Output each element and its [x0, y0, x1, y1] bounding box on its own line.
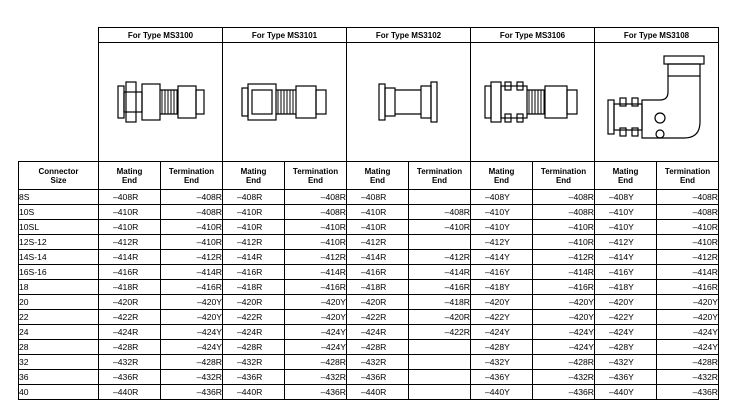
- table-body: [19, 190, 719, 400]
- termination-end-cell: –408R: [657, 205, 719, 220]
- mating-end-cell: –440R: [223, 385, 285, 400]
- table-row: [19, 250, 719, 265]
- termination-end-cell: [409, 355, 471, 370]
- type-header: For Type MS3108: [595, 28, 719, 43]
- column-header-row: [19, 162, 719, 190]
- type-header-row: [19, 28, 719, 43]
- termination-end-cell: –424Y: [161, 340, 223, 355]
- connector-size-cell: 36: [19, 370, 99, 385]
- corner-blank: [19, 28, 99, 43]
- termination-end-cell: –424Y: [285, 340, 347, 355]
- termination-end-cell: –408R: [161, 190, 223, 205]
- termination-end-cell: –418R: [409, 295, 471, 310]
- mating-end-cell: –414R: [223, 250, 285, 265]
- type-header: For Type MS3106: [471, 28, 595, 43]
- termination-end-cell: [409, 190, 471, 205]
- termination-end-header: Termination End: [533, 162, 595, 190]
- termination-end-cell: –428R: [161, 355, 223, 370]
- mating-end-cell: –410Y: [595, 205, 657, 220]
- connector-size-cell: 10SL: [19, 220, 99, 235]
- receptacle-icon: [373, 72, 445, 132]
- table-row: [19, 370, 719, 385]
- termination-end-cell: –414R: [533, 265, 595, 280]
- mating-end-cell: –436R: [99, 370, 161, 385]
- termination-end-cell: –420Y: [533, 310, 595, 325]
- termination-end-header: Termination End: [409, 162, 471, 190]
- termination-end-cell: –408R: [533, 205, 595, 220]
- mating-end-cell: –420Y: [595, 295, 657, 310]
- table-row: [19, 205, 719, 220]
- clamp-plug-icon: [481, 72, 585, 132]
- mating-end-cell: –422R: [99, 310, 161, 325]
- termination-end-header: Termination End: [161, 162, 223, 190]
- termination-end-cell: –424Y: [657, 325, 719, 340]
- mating-end-cell: –412Y: [595, 235, 657, 250]
- connector-size-cell: 16S-16: [19, 265, 99, 280]
- ms3102-illustration: [347, 43, 471, 162]
- termination-end-cell: [409, 385, 471, 400]
- connector-size-cell: 24: [19, 325, 99, 340]
- mating-end-cell: –436Y: [471, 370, 533, 385]
- mating-end-header: Mating End: [347, 162, 409, 190]
- connector-table: [18, 27, 719, 400]
- termination-end-cell: –416R: [409, 280, 471, 295]
- table-row: [19, 280, 719, 295]
- termination-end-cell: –410R: [533, 235, 595, 250]
- ms3106-illustration: [471, 43, 595, 162]
- table-row: [19, 220, 719, 235]
- ms3101-illustration: [223, 43, 347, 162]
- termination-end-cell: –428R: [657, 355, 719, 370]
- mating-end-header: Mating End: [595, 162, 657, 190]
- mating-end-cell: –424Y: [595, 325, 657, 340]
- mating-end-cell: –424Y: [471, 325, 533, 340]
- mating-end-cell: –410Y: [595, 220, 657, 235]
- termination-end-cell: –414R: [285, 265, 347, 280]
- mating-end-cell: –412R: [347, 235, 409, 250]
- termination-end-cell: –422R: [409, 325, 471, 340]
- mating-end-cell: –440R: [99, 385, 161, 400]
- mating-end-cell: –414R: [347, 250, 409, 265]
- termination-end-cell: –408R: [285, 190, 347, 205]
- mating-end-cell: –428R: [99, 340, 161, 355]
- mating-end-cell: –422Y: [471, 310, 533, 325]
- termination-end-cell: –412R: [533, 250, 595, 265]
- mating-end-cell: –410R: [223, 205, 285, 220]
- mating-end-cell: –440Y: [595, 385, 657, 400]
- termination-end-cell: –410R: [657, 220, 719, 235]
- termination-end-cell: –410R: [533, 220, 595, 235]
- table-row: [19, 190, 719, 205]
- mating-end-cell: –412R: [223, 235, 285, 250]
- termination-end-cell: [409, 340, 471, 355]
- termination-end-cell: –410R: [285, 220, 347, 235]
- termination-end-cell: –424Y: [161, 325, 223, 340]
- termination-end-cell: –420Y: [657, 295, 719, 310]
- termination-end-cell: –408R: [285, 205, 347, 220]
- table-row: [19, 340, 719, 355]
- mating-end-cell: –410R: [347, 220, 409, 235]
- mating-end-cell: –422R: [223, 310, 285, 325]
- connector-size-cell: 32: [19, 355, 99, 370]
- mating-end-cell: –418R: [223, 280, 285, 295]
- mating-end-cell: –408R: [99, 190, 161, 205]
- termination-end-cell: –432R: [657, 370, 719, 385]
- termination-end-cell: –414R: [161, 265, 223, 280]
- connector-size-cell: 10S: [19, 205, 99, 220]
- connector-size-cell: 28: [19, 340, 99, 355]
- mating-end-cell: –416Y: [471, 265, 533, 280]
- mating-end-cell: –432Y: [471, 355, 533, 370]
- connector-size-cell: 12S-12: [19, 235, 99, 250]
- mating-end-cell: –412R: [99, 235, 161, 250]
- mating-end-cell: –424R: [99, 325, 161, 340]
- termination-end-cell: –428R: [285, 355, 347, 370]
- termination-end-cell: –408R: [409, 205, 471, 220]
- connector-size-cell: 18: [19, 280, 99, 295]
- mating-end-cell: –416R: [347, 265, 409, 280]
- mating-end-cell: –420Y: [471, 295, 533, 310]
- mating-end-header: Mating End: [471, 162, 533, 190]
- mating-end-cell: –410R: [347, 205, 409, 220]
- mating-end-cell: –432Y: [595, 355, 657, 370]
- termination-end-cell: [409, 370, 471, 385]
- termination-end-cell: –432R: [285, 370, 347, 385]
- connector-size-cell: 20: [19, 295, 99, 310]
- mating-end-header: Mating End: [99, 162, 161, 190]
- mating-end-cell: –428R: [347, 340, 409, 355]
- mating-end-cell: –414Y: [471, 250, 533, 265]
- termination-end-cell: –410R: [161, 235, 223, 250]
- table-row: [19, 235, 719, 250]
- type-header: For Type MS3101: [223, 28, 347, 43]
- table-row: [19, 265, 719, 280]
- corner-blank: [19, 43, 99, 162]
- termination-end-cell: –420Y: [657, 310, 719, 325]
- termination-end-cell: –436R: [285, 385, 347, 400]
- mating-end-cell: –422Y: [595, 310, 657, 325]
- termination-end-cell: –420Y: [161, 310, 223, 325]
- termination-end-cell: –412R: [161, 250, 223, 265]
- ms3108-illustration: [595, 43, 719, 162]
- straight-plug-icon: [112, 72, 210, 132]
- mating-end-cell: –432R: [347, 355, 409, 370]
- mating-end-cell: –408Y: [471, 190, 533, 205]
- termination-end-cell: –420Y: [285, 295, 347, 310]
- ms3100-illustration: [99, 43, 223, 162]
- mating-end-cell: –440Y: [471, 385, 533, 400]
- termination-end-cell: –428R: [533, 355, 595, 370]
- mating-end-cell: –422R: [347, 310, 409, 325]
- mating-end-cell: –428R: [223, 340, 285, 355]
- mating-end-cell: –436R: [347, 370, 409, 385]
- connector-size-cell: 14S-14: [19, 250, 99, 265]
- mating-end-cell: –432R: [223, 355, 285, 370]
- type-header: For Type MS3102: [347, 28, 471, 43]
- termination-end-cell: –410R: [285, 235, 347, 250]
- mating-end-cell: –410Y: [471, 220, 533, 235]
- mating-end-cell: –410R: [99, 220, 161, 235]
- mating-end-cell: –436Y: [595, 370, 657, 385]
- termination-end-cell: –410R: [657, 235, 719, 250]
- termination-end-cell: [409, 235, 471, 250]
- mating-end-cell: –436R: [223, 370, 285, 385]
- termination-end-cell: –416R: [657, 280, 719, 295]
- termination-end-cell: –414R: [657, 265, 719, 280]
- termination-end-cell: –412R: [285, 250, 347, 265]
- table-row: [19, 385, 719, 400]
- elbow-plug-icon: [602, 52, 712, 152]
- mating-end-cell: –420R: [347, 295, 409, 310]
- mating-end-cell: –408R: [347, 190, 409, 205]
- termination-end-cell: –420Y: [161, 295, 223, 310]
- termination-end-cell: –410R: [161, 220, 223, 235]
- termination-end-cell: –416R: [161, 280, 223, 295]
- termination-end-cell: –424Y: [657, 340, 719, 355]
- termination-end-cell: –436R: [657, 385, 719, 400]
- termination-end-cell: –436R: [533, 385, 595, 400]
- termination-end-cell: –432R: [533, 370, 595, 385]
- termination-end-cell: –424Y: [533, 340, 595, 355]
- mating-end-cell: –410R: [223, 220, 285, 235]
- termination-end-cell: –408R: [533, 190, 595, 205]
- mating-end-cell: –418Y: [595, 280, 657, 295]
- mating-end-cell: –420R: [223, 295, 285, 310]
- termination-end-cell: –416R: [533, 280, 595, 295]
- termination-end-cell: –412R: [409, 250, 471, 265]
- termination-end-cell: –410R: [409, 220, 471, 235]
- mating-end-cell: –418Y: [471, 280, 533, 295]
- mating-end-cell: –432R: [99, 355, 161, 370]
- termination-end-cell: –424Y: [285, 325, 347, 340]
- mating-end-cell: –416Y: [595, 265, 657, 280]
- mating-end-cell: –414R: [99, 250, 161, 265]
- table-row: [19, 295, 719, 310]
- termination-end-cell: –436R: [161, 385, 223, 400]
- connector-size-cell: 22: [19, 310, 99, 325]
- termination-end-cell: –408R: [161, 205, 223, 220]
- mating-end-header: Mating End: [223, 162, 285, 190]
- type-header: For Type MS3100: [99, 28, 223, 43]
- termination-end-cell: –412R: [657, 250, 719, 265]
- mating-end-cell: –424R: [347, 325, 409, 340]
- termination-end-cell: –432R: [161, 370, 223, 385]
- mating-end-cell: –440R: [347, 385, 409, 400]
- mating-end-cell: –416R: [223, 265, 285, 280]
- termination-end-header: Termination End: [657, 162, 719, 190]
- mating-end-cell: –418R: [99, 280, 161, 295]
- straight-plug-icon: [236, 72, 334, 132]
- termination-end-cell: –408R: [657, 190, 719, 205]
- illustration-row: [19, 43, 719, 162]
- termination-end-cell: –420R: [409, 310, 471, 325]
- mating-end-cell: –424R: [223, 325, 285, 340]
- mating-end-cell: –414Y: [595, 250, 657, 265]
- mating-end-cell: –408Y: [595, 190, 657, 205]
- connector-size-cell: 8S: [19, 190, 99, 205]
- mating-end-cell: –428Y: [595, 340, 657, 355]
- mating-end-cell: –428Y: [471, 340, 533, 355]
- mating-end-cell: –420R: [99, 295, 161, 310]
- mating-end-cell: –410Y: [471, 205, 533, 220]
- mating-end-cell: –408R: [223, 190, 285, 205]
- mating-end-cell: –410R: [99, 205, 161, 220]
- termination-end-cell: –416R: [285, 280, 347, 295]
- connector-size-header: Connector Size: [19, 162, 99, 190]
- table-row: [19, 325, 719, 340]
- termination-end-cell: –414R: [409, 265, 471, 280]
- mating-end-cell: –418R: [347, 280, 409, 295]
- termination-end-cell: –424Y: [533, 325, 595, 340]
- table-row: [19, 310, 719, 325]
- mating-end-cell: –412Y: [471, 235, 533, 250]
- table-row: [19, 355, 719, 370]
- connector-size-cell: 40: [19, 385, 99, 400]
- termination-end-cell: –420Y: [285, 310, 347, 325]
- termination-end-header: Termination End: [285, 162, 347, 190]
- mating-end-cell: –416R: [99, 265, 161, 280]
- termination-end-cell: –420Y: [533, 295, 595, 310]
